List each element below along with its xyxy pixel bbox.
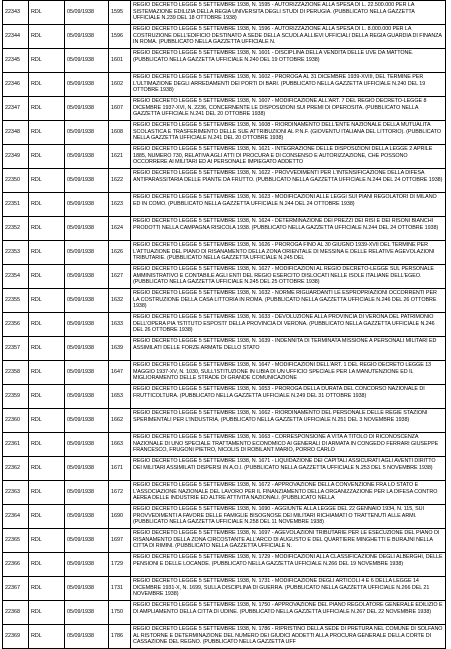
record-code: 1750 <box>109 601 131 625</box>
record-type: RDL <box>29 577 65 601</box>
record-type: RDL <box>29 217 65 241</box>
record-type: RDL <box>29 385 65 409</box>
table-row <box>3 505 446 529</box>
record-code: 1639 <box>109 337 131 361</box>
record-number: 22353 <box>3 241 29 265</box>
record-date: 05/09/1938 <box>65 289 109 313</box>
record-number: 22352 <box>3 217 29 241</box>
table-row <box>3 73 446 97</box>
record-type: RDL <box>29 337 65 361</box>
record-date: 05/09/1938 <box>65 457 109 481</box>
record-date: 05/09/1938 <box>65 361 109 385</box>
record-number: 22359 <box>3 385 29 409</box>
record-type: RDL <box>29 265 65 289</box>
record-number: 22356 <box>3 313 29 337</box>
record-type: RDL <box>29 169 65 193</box>
record-type: RDL <box>29 625 65 649</box>
record-number: 22344 <box>3 25 29 49</box>
record-description: REGIO DECRETO LEGGE 5 SETTEMBRE 1938, N. 1595 - AUTORIZZAZIONE ALLA SPESA DI L. 22.500.000 PER LA SISTEMAZIONE EDILIZIA DELLA REGIA UNIVERSITA DEGLI STUDI DI PERUGIA. (PUBBLICATO NELLA GAZZETTA UFFICIALE N.239 DEL 18 OTTOBRE 1938) <box>131 1 446 25</box>
record-date: 05/09/1938 <box>65 49 109 73</box>
record-code: 1623 <box>109 193 131 217</box>
record-number: 22364 <box>3 505 29 529</box>
record-date: 05/09/1938 <box>65 265 109 289</box>
record-date: 05/09/1938 <box>65 193 109 217</box>
record-number: 22357 <box>3 337 29 361</box>
table-row <box>3 577 446 601</box>
record-type: RDL <box>29 433 65 457</box>
record-date: 05/09/1938 <box>65 481 109 505</box>
record-code: 1690 <box>109 505 131 529</box>
record-code: 1633 <box>109 313 131 337</box>
record-description: REGIO DECRETO LEGGE 5 SETTEMBRE 1938, N. 1633 - DEVOLUZIONE ALLA PROVINCIA DI VERONA DEL PATRIMONIO DELL'OPERA PIA 'ISTITUTO ESPOSTI' DELLA PROVINCIA DI VERONA. (PUBBLICATO NELLA GAZZETTA UFFICIALE N.246 DEL 26 OTTOBRE 1938) <box>131 313 446 337</box>
record-number: 22360 <box>3 409 29 433</box>
record-description: REGIO DECRETO LEGGE 5 SETTEMBRE 1938, N. 1602 - PROROGA AL 31 DICEMBRE 1939-XVIII, DEL TERMINE PER L'ULTIMAZIONE DEGLI ARREDAMENTI DEI PORTI DI BARI. (PUBBLICATO NELLA GAZZETTA UFFICIALE N.240 DEL 19 OTTOBRE 1938) <box>131 73 446 97</box>
record-code: 1672 <box>109 481 131 505</box>
table-row <box>3 289 446 313</box>
record-code: 1626 <box>109 241 131 265</box>
record-type: RDL <box>29 1 65 25</box>
record-date: 05/09/1938 <box>65 433 109 457</box>
record-date: 05/09/1938 <box>65 313 109 337</box>
record-type: RDL <box>29 505 65 529</box>
records-body <box>3 1 446 649</box>
record-date: 05/09/1938 <box>65 145 109 169</box>
table-row <box>3 457 446 481</box>
record-number: 22365 <box>3 529 29 553</box>
table-row <box>3 25 446 49</box>
record-description: REGIO DECRETO LEGGE 5 SETTEMBRE 1938, N. 1662 - RIORDINAMENTO DEL PERSONALE DELLE REGIE STAZIONI SPERIMENTALI PER L'INDUSTRIA. (PUBBLICATO NELLA GAZZETTA UFFICIALE N.251 DEL 3 NOVEMBRE 1938) <box>131 409 446 433</box>
record-date: 05/09/1938 <box>65 577 109 601</box>
record-description: REGIO DECRETO LEGGE 5 SETTEMBRE 1938, N. 1731 - MODIFICAZIONE DEGLI ARTICOLI 4 E 6 DELLA LEGGE 14 DICEMBRE 1931-X, N. 1699, SULLA DISCIPLINA DI GUERRA. (PUBBLICATO NELLA GAZZETTA UFFICIALE N.266 DEL 21 NOVEMBRE 1938) <box>131 577 446 601</box>
record-number: 22362 <box>3 457 29 481</box>
record-date: 05/09/1938 <box>65 625 109 649</box>
table-row <box>3 481 446 505</box>
record-date: 05/09/1938 <box>65 97 109 121</box>
record-number: 22347 <box>3 97 29 121</box>
table-row <box>3 361 446 385</box>
record-number: 22349 <box>3 145 29 169</box>
table-row <box>3 313 446 337</box>
record-number: 22367 <box>3 577 29 601</box>
record-date: 05/09/1938 <box>65 505 109 529</box>
record-date: 05/09/1938 <box>65 25 109 49</box>
record-description: REGIO DECRETO LEGGE 5 SETTEMBRE 1938, N. 1690 - AGGIUNTE ALLA LEGGE DEL 22 GENNAIO 1934, N. 115, SUI PROVVEDIMENTI A FAVORE DELLE FAMIGLIE BISOGNOSE DEI MILITARI RICHIAMATI O TRATTENUTI ALLE ARMI. (PUBBLICATO NELLA GAZZETTA UFFICIALE N.258 DEL 11 NOVEMBRE 1938) <box>131 505 446 529</box>
table-row <box>3 169 446 193</box>
record-code: 1595 <box>109 1 131 25</box>
record-code: 1632 <box>109 289 131 313</box>
record-number: 22351 <box>3 193 29 217</box>
record-description: REGIO DECRETO LEGGE 5 SETTEMBRE 1938, N. 1623 - MODIFICAZIONI ALLE LEGGI SUI PIANI REGOLATORI DI MILANO ED IN COMO. (PUBBLICATO NELLA GAZZETTA UFFICIALE N.244 DEL 24 OTTOBRE 1938) <box>131 193 446 217</box>
record-type: RDL <box>29 49 65 73</box>
record-code: 1697 <box>109 529 131 553</box>
record-date: 05/09/1938 <box>65 337 109 361</box>
record-description: REGIO DECRETO LEGGE 5 SETTEMBRE 1938, N. 1626 - PROROGA FINO AL 30 GIUGNO 1939-XVII DEL TERMINE PER L'ATTUAZIONE DEL PIANO DI RISANAMENTO DELLA ZONA ORIENTALE DI MESSINA E DELLE RELATIVE AGEVOLAZIONI TRIBUTARIE. (PUBBLICATO NELLA GAZZETTA UFFICIALE N.245 DEL <box>131 241 446 265</box>
record-date: 05/09/1938 <box>65 529 109 553</box>
record-code: 1671 <box>109 457 131 481</box>
record-description: REGIO DECRETO LEGGE 5 SETTEMBRE 1938, N. 1608 - RIORDINAMENTO DELL'ENTE NAZIONALE DELLA MUTUALITA SCOLASTICA E TRASFERIMENTO DELLE SUE ATTRIBUZIONI AL P.N.F. (GIOVENTU ITALIANA DEL LITTORIO). (PUBBLICATO NELLA GAZZETTA UFFICIALE N.241 DEL 20 OTTOBRE 1938) <box>131 121 446 145</box>
record-type: RDL <box>29 457 65 481</box>
record-description: REGIO DECRETO LEGGE 5 SETTEMBRE 1938, N. 1750 - APPROVAZIONE DEL PIANO REGOLATORE GENERALE EDILIZIO E DI AMPLIAMENTO DELLA CITTA DI UDINE. (PUBBLICATO NELLA GAZZETTA UFFICIALE N.267 DEL 22 NOVEMBRE 1938) <box>131 601 446 625</box>
record-date: 05/09/1938 <box>65 409 109 433</box>
record-code: 1624 <box>109 217 131 241</box>
record-code: 1663 <box>109 433 131 457</box>
record-date: 05/09/1938 <box>65 553 109 577</box>
record-date: 05/09/1938 <box>65 73 109 97</box>
record-number: 22358 <box>3 361 29 385</box>
record-code: 1627 <box>109 265 131 289</box>
record-description: REGIO DECRETO LEGGE 5 SETTEMBRE 1938, N. 1786 - RIPRISTINO DELLA SEDE DI PRETURA NEL COMUNE DI SOLFANO AL RISTORNE E DETERMINAZIONE DEL NUMERO DEI GIUDICI ADDETTI ALLA PROCURA GENERALE DELLA CORTE DI CASSAZIONE DEL REGNO. (PUBBLICATO NELLA GAZZETTA UFF <box>131 625 446 649</box>
record-type: RDL <box>29 313 65 337</box>
record-description: REGIO DECRETO LEGGE 5 SETTEMBRE 1938, N. 1672 - APPROVAZIONE DELLA CONVENZIONE FRA LO STATO E L'ASSOCIAZIONE NAZIONALE DEL LAVORO PER IL FINANZIAMENTO DELLA ORGANIZZAZIONE PER LA DIFESA CONTRO AEREA DELLE INDUSTRIE ED ALTRE ATTIVITA NAZIONALI. (PUBBLICATO NELLA <box>131 481 446 505</box>
record-type: RDL <box>29 73 65 97</box>
record-date: 05/09/1938 <box>65 169 109 193</box>
record-number: 22366 <box>3 553 29 577</box>
record-date: 05/09/1938 <box>65 1 109 25</box>
record-number: 22354 <box>3 265 29 289</box>
table-row <box>3 217 446 241</box>
record-description: REGIO DECRETO LEGGE 5 SETTEMBRE 1938, N. 1639 - INDENNITA DI TERMINATA MISSIONE A PERSONALI MILITARI ED ASSIMILATI DELLE FORZE ARMATE DELLO STATO <box>131 337 446 361</box>
record-code: 1607 <box>109 97 131 121</box>
record-type: RDL <box>29 361 65 385</box>
record-number: 22368 <box>3 601 29 625</box>
table-row <box>3 121 446 145</box>
record-date: 05/09/1938 <box>65 601 109 625</box>
record-description: REGIO DECRETO LEGGE 5 SETTEMBRE 1938, N. 1596 - AUTORIZZAZIONE ALLA SPESA DI L. 8.000.000 PER LA COSTRUZIONE DELL'EDIFICIO DESTINATO A SEDE DELLA SCUOLA ALLIEVI UFFICIALI DELLA REGIA GUARDIA DI FINANZA IN ROMA. (PUBBLICATO NELLA GAZZETTA UFFICIALE N. <box>131 25 446 49</box>
record-description: REGIO DECRETO LEGGE 5 SETTEMBRE 1938, N. 1729 - MODIFICAZIONI ALLA CLASSIFICAZIONE DEGLI ALBERGHI, DELLE PENSIONI E DELLE LOCANDE. (PUBBLICATO NELLA GAZZETTA UFFICIALE N.266 DEL 19 NOVEMBRE 1938) <box>131 553 446 577</box>
record-code: 1608 <box>109 121 131 145</box>
table-row <box>3 553 446 577</box>
table-row <box>3 409 446 433</box>
record-type: RDL <box>29 25 65 49</box>
table-row <box>3 241 446 265</box>
record-type: RDL <box>29 289 65 313</box>
record-type: RDL <box>29 241 65 265</box>
record-date: 05/09/1938 <box>65 121 109 145</box>
record-description: REGIO DECRETO LEGGE 5 SETTEMBRE 1938, N. 1627 - MODIFICAZIONI AL REGIO DECRETO-LEGGE SUL PERSONALE AMMINISTRATIVO E CONTABILE AGLI ENTI DEL REGIO ESERCITO DISLOCATI NELLE ISOLE ITALIANE DELL'EGEO. (PUBBLICATO NELLA GAZZETTA UFFICIALE N.245 DEL 25 OTTOBRE 1938) <box>131 265 446 289</box>
record-code: 1602 <box>109 73 131 97</box>
record-code: 1786 <box>109 625 131 649</box>
record-number: 22348 <box>3 121 29 145</box>
record-number: 22361 <box>3 433 29 457</box>
record-type: RDL <box>29 481 65 505</box>
record-description: REGIO DECRETO LEGGE 5 SETTEMBRE 1938, N. 1622 - PROVVEDIMENTI PER L'INTENSIFICAZIONE DELLA DIFESA ANTIPARASSITARIA DELLE PIANTE DA FRUTTO. (PUBBLICATO NELLA GAZZETTA UFFICIALE N.244 DEL 24 OTTOBRE 1938) <box>131 169 446 193</box>
table-row <box>3 601 446 625</box>
record-date: 05/09/1938 <box>65 241 109 265</box>
record-code: 1601 <box>109 49 131 73</box>
record-type: RDL <box>29 529 65 553</box>
record-code: 1596 <box>109 25 131 49</box>
record-code: 1731 <box>109 577 131 601</box>
record-type: RDL <box>29 145 65 169</box>
record-description: REGIO DECRETO LEGGE 5 SETTEMBRE 1938, N. 1621 - INTEGRAZIONE DELLE DISPOSIZIONI DELLA LEGGE 2 APRILE 1885, NUMERO 730, RELATIVA AGLI ATTI DI PROCURA E DI CONSENSO E AUTORIZZAZIONE, CHE POSSONO OCCORRERE AI MILITARI ED AI PERSONALE IMPIEGATO ADDETTO <box>131 145 446 169</box>
records-table <box>2 0 446 649</box>
table-row <box>3 337 446 361</box>
table-row <box>3 265 446 289</box>
record-number: 22345 <box>3 49 29 73</box>
record-type: RDL <box>29 121 65 145</box>
record-type: RDL <box>29 409 65 433</box>
record-description: REGIO DECRETO LEGGE 5 SETTEMBRE 1938, N. 1607 - MODIFICAZIONE ALL'ART. 7 DEL REGIO DECRETO-LEGGE 8 DICEMBRE 1937-XVI, N. 2236, CONCERNENTE LE DISPOSIZIONI SUI PREMI DI OPEROSITA. (PUBBLICATO NELLA GAZZETTA UFFICIALE N.241 DEL 20 OTTOBRE 1938) <box>131 97 446 121</box>
record-code: 1647 <box>109 361 131 385</box>
record-type: RDL <box>29 553 65 577</box>
table-row <box>3 145 446 169</box>
record-description: REGIO DECRETO LEGGE 5 SETTEMBRE 1938, N. 1671 - LIQUIDAZIONE DEI CAPITALI ASSICURATI AGLI AVENTI DIRITTO DEI MILITARI ASSIMILATI DISPERSI IN A.O.I. (PUBBLICATO NELLA GAZZETTA UFFICIALE N.253 DEL 5 NOVEMBRE 1938) <box>131 457 446 481</box>
record-type: RDL <box>29 601 65 625</box>
record-number: 22343 <box>3 1 29 25</box>
record-date: 05/09/1938 <box>65 385 109 409</box>
record-code: 1729 <box>109 553 131 577</box>
table-row <box>3 433 446 457</box>
record-description: REGIO DECRETO LEGGE 5 SETTEMBRE 1938, N. 1632 - NORME RIGUARDANTI LE ESPROPRIAZIONI OCCORRENTI PER LA COSTRUZIONE DELLA CASA LITTORIA IN ROMA. (PUBBLICATO NELLA GAZZETTA UFFICIALE N.246 DEL 26 OTTOBRE 1938) <box>131 289 446 313</box>
record-number: 22363 <box>3 481 29 505</box>
record-code: 1653 <box>109 385 131 409</box>
record-number: 22346 <box>3 73 29 97</box>
table-row <box>3 529 446 553</box>
record-description: REGIO DECRETO LEGGE 5 SETTEMBRE 1938, N. 1697 - AGEVOLAZIONI TRIBUTARIE PER LE ESECUZIONE DEL PIANO DI RISANAMENTO DELLA ZONA CIRCOSTANTE ALL'ARCO DI AUGUSTO E DEL QUARTIERE MINGHETTI E BURAJNI NELLA CITTA DI RIMINI. (PUBBLICATO NELLA GAZZETTA UFFICIALE N. <box>131 529 446 553</box>
record-description: REGIO DECRETO LEGGE 5 SETTEMBRE 1938, N. 1663 - CORRESPONSIONE A VITA A TITOLO DI RICONOSCENZA NAZIONALE DI UNO SPECIALE TRATTAMENTO ECONOMICO AI GENERALI DI ARMATA IN CONGEDO FERRARI GIUSEPPE FRANCESCO, FRUGONI PIETRO, NICOLIS DI ROBILANT MARIO, PORRO CARLO <box>131 433 446 457</box>
table-row <box>3 385 446 409</box>
record-date: 05/09/1938 <box>65 217 109 241</box>
record-number: 22350 <box>3 169 29 193</box>
record-code: 1662 <box>109 409 131 433</box>
record-type: RDL <box>29 193 65 217</box>
table-row <box>3 1 446 25</box>
record-code: 1622 <box>109 169 131 193</box>
record-description: REGIO DECRETO LEGGE 5 SETTEMBRE 1938, N. 1624 - DETERMINAZIONE DEI PREZZI DEI RISI E DEI RISONI BIANCHI PRODOTTI NELLA CAMPAGNA RISICOLA 1938. (PUBBLICATO NELLA GAZZETTA UFFICIALE N.244 DEL 24 OTTOBRE 1938) <box>131 217 446 241</box>
record-code: 1621 <box>109 145 131 169</box>
record-description: REGIO DECRETO LEGGE 5 SETTEMBRE 1938, N. 1647 - MODIFICAZIONI DELL'ART. 1 DEL REGIO DECRETO LEGGE 13 MAGGIO 1937-XV, N. 1030, SULL'ISTITUZIONE IN LIBIA DI UN UFFICIO SPECIALE PER LA MANUTENZIONE ED IL MIGLIORAMENTO DELLE STRADE DI GRANDE COMUNICAZIONE <box>131 361 446 385</box>
record-description: REGIO DECRETO LEGGE 5 SETTEMBRE 1938, N. 1601 - DISCIPLINA DELLA VENDITA DELLE UVE DA MATTONE. (PUBBLICATO NELLA GAZZETTA UFFICIALE N.240 DEL 19 OTTOBRE 1938) <box>131 49 446 73</box>
table-row <box>3 625 446 649</box>
record-number: 22369 <box>3 625 29 649</box>
record-description: REGIO DECRETO LEGGE 5 SETTEMBRE 1938, N. 1653 - PROROGA DELLA DURATA DEL CONCORSO NAZIONALE DI FRUTTICOLTURA. (PUBBLICATO NELLA GAZZETTA UFFICIALE N.249 DEL 31 OTTOBRE 1938) <box>131 385 446 409</box>
record-number: 22355 <box>3 289 29 313</box>
table-row <box>3 97 446 121</box>
record-type: RDL <box>29 97 65 121</box>
table-row <box>3 49 446 73</box>
table-row <box>3 193 446 217</box>
